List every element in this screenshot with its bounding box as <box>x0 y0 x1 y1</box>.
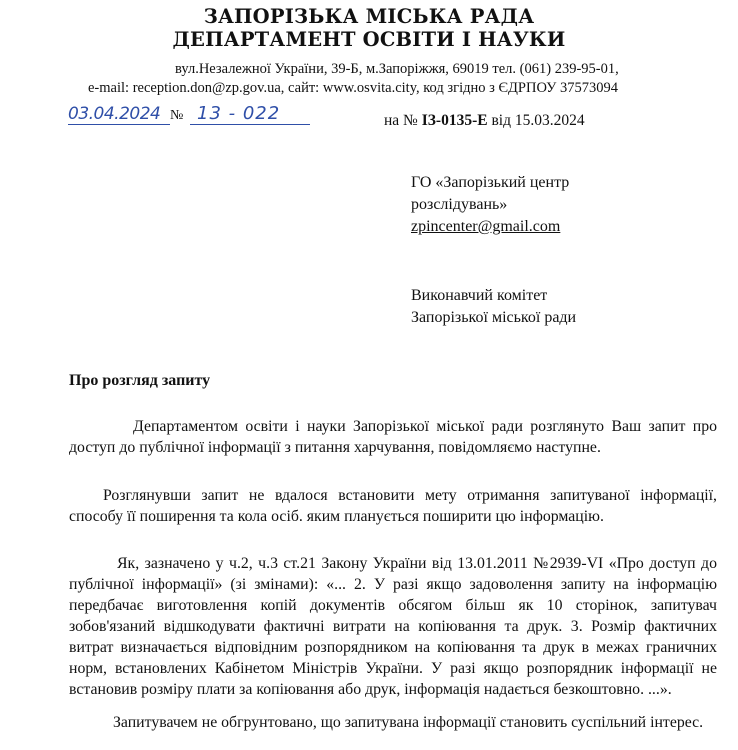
date-underline <box>68 124 170 125</box>
handwritten-date: 03.04.2024 <box>68 104 161 124</box>
reference-prefix: на № <box>384 112 418 129</box>
org-address: вул.Незалежної України, 39-Б, м.Запоріжжя, 69019 тел. (061) 239-95-01, <box>175 61 619 77</box>
recipient-executive-committee <box>411 285 576 329</box>
recipient-committee-line2: Запорізької міської ради <box>411 309 577 326</box>
reference-number: ІЗ-0135-Е <box>421 112 488 129</box>
recipient-ngo-line1: ГО «Запорізький центр <box>411 174 570 191</box>
recipient-email-link[interactable]: zpincenter@gmail.com <box>411 218 561 235</box>
number-label: № <box>170 108 184 123</box>
recipient-committee-line1: Виконавчий комітет <box>411 287 548 304</box>
number-underline <box>190 124 310 125</box>
handwritten-number: 13 - 022 <box>197 103 281 124</box>
recipient-ngo <box>411 172 569 238</box>
body-paragraph-3: Як, зазначено у ч.2, ч.3 ст.21 Закону України від 13.01.2011 №2939-VI «Про доступ до публічної інформації» (зі змінами): «... 2. У разі якщо задоволення запиту на інформацію передбачає виготовлення копій документів обсягом більш як 10 сторінок, запитувач зобов'язаний відшкодувати фактичні витрати на копіювання та друк. 3. Розмір фактичних витрат визначається відповідним розпорядником на копіювання та друк в межах граничних норм, встановлених Кабінетом Міністрів України. У разі якщо розпорядник інформації не встановив розміру плати за копіювання або друк, інформація надається безкоштовно. ...». <box>69 555 717 698</box>
reference-line <box>384 112 585 130</box>
org-name-city-council: ЗАПОРІЗЬКА МІСЬКА РАДА <box>203 5 535 28</box>
body-paragraph-4: Запитувачем не обгрунтовано, що запитувана інформації становить суспільний інтерес. <box>113 714 704 731</box>
org-name-department: ДЕПАРТАМЕНТ ОСВІТИ І НАУКИ <box>172 28 566 51</box>
body-paragraph-1: Департаментом освіти і науки Запорізької міської ради розглянуто Ваш запит про доступ до публічної інформації з питання харчування, повідомляємо наступне. <box>69 418 717 456</box>
reference-date: від 15.03.2024 <box>487 112 585 129</box>
org-contacts: e-mail: reception.don@zp.gov.ua, сайт: www.osvita.city, код згідно з ЄДРПОУ 37573094 <box>88 80 619 96</box>
recipient-ngo-line2: розслідувань» <box>411 196 508 213</box>
body-paragraph-2: Розглянувши запит не вдалося встановити мету отримання запитуваної інформації, способу її поширення та кола осіб. яким планується поширити цю інформацію. <box>69 487 717 525</box>
letter-subject: Про розгляд запиту <box>69 372 211 389</box>
